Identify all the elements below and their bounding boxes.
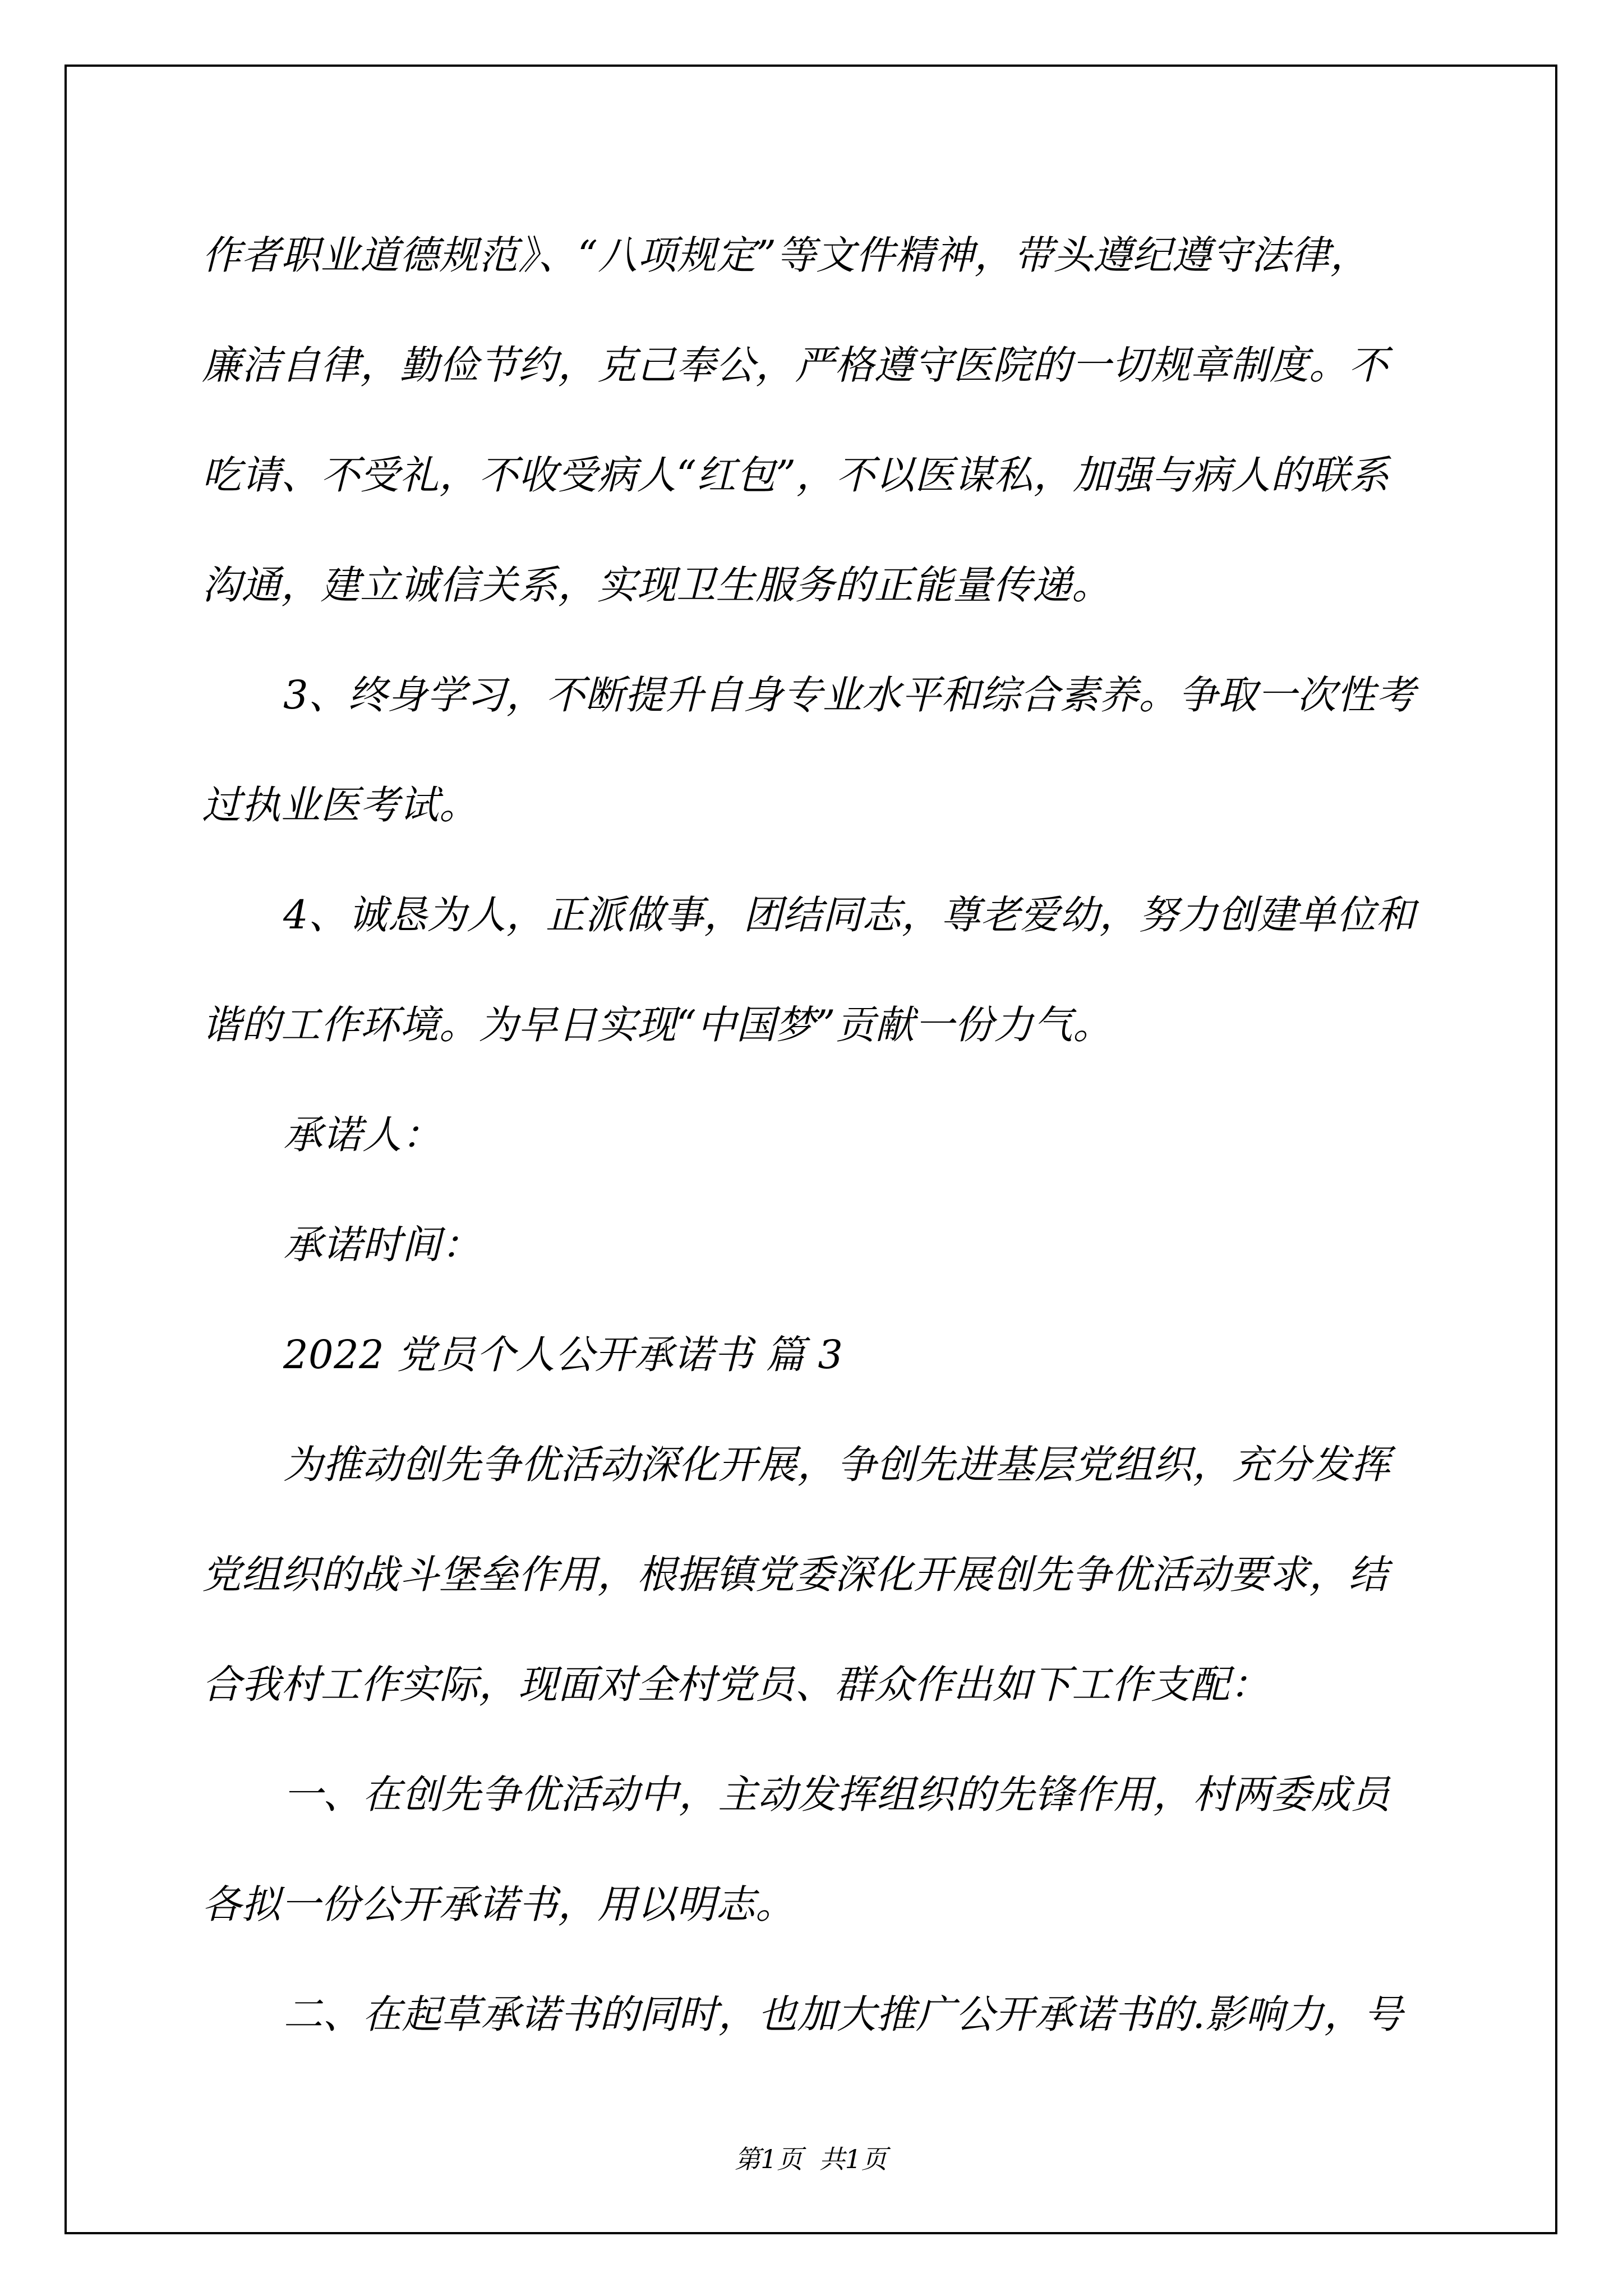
page-border-frame (64, 65, 1557, 2234)
text-line-15: 一、在创先争优活动中，主动发挥组织的先锋作用，村两委成员 (283, 1772, 1390, 1818)
text-line-17: 二、在起草承诺书的同时，也加大推广公开承诺书的.影响力，号 (283, 1991, 1403, 2037)
text-line-14: 合我村工作实际，现面对全村党员、群众作出如下工作支配： (202, 1662, 1270, 1708)
page-number-label: 第1页 共1页 (735, 2144, 887, 2174)
text-line-12: 为推动创先争优活动深化开展，争创先进基层党组织，充分发挥 (283, 1442, 1390, 1488)
text-line-5: 3、终身学习，不断提升自身专业水平和综合素养。争取一次性考 (283, 672, 1416, 718)
document-content (202, 200, 1440, 2069)
text-line-16: 各拟一份公开承诺书，用以明志。 (202, 1881, 795, 1927)
text-line-13: 党组织的战斗堡垒作用，根据镇党委深化开展创先争优活动要求，结 (202, 1552, 1388, 1598)
text-line-10: 承诺时间： (283, 1222, 481, 1268)
text-line-4: 沟通，建立诚信关系，实现卫生服务的正能量传递。 (202, 562, 1112, 608)
text-line-6: 过执业医考试。 (202, 782, 479, 828)
text-line-7: 4、诚恳为人，正派做事，团结同志，尊老爱幼，努力创建单位和 (283, 892, 1416, 938)
text-line-9: 承诺人： (283, 1112, 441, 1158)
page-footer (67, 2142, 1555, 2176)
text-line-3: 吃请、不受礼，不收受病人“红包”，不以医谋私，加强与病人的联系 (202, 452, 1390, 498)
text-line-8: 谐的工作环境。为早日实现“中国梦”贡献一份力气。 (202, 1002, 1113, 1048)
text-line-11: 2022 党员个人公开承诺书 篇 3 (283, 1332, 843, 1378)
text-line-1: 作者职业道德规范》、“八项规定”等文件精神，带头遵纪遵守法律， (202, 232, 1370, 278)
text-line-2: 廉洁自律，勤俭节约，克己奉公，严格遵守医院的一切规章制度。不 (202, 342, 1388, 388)
